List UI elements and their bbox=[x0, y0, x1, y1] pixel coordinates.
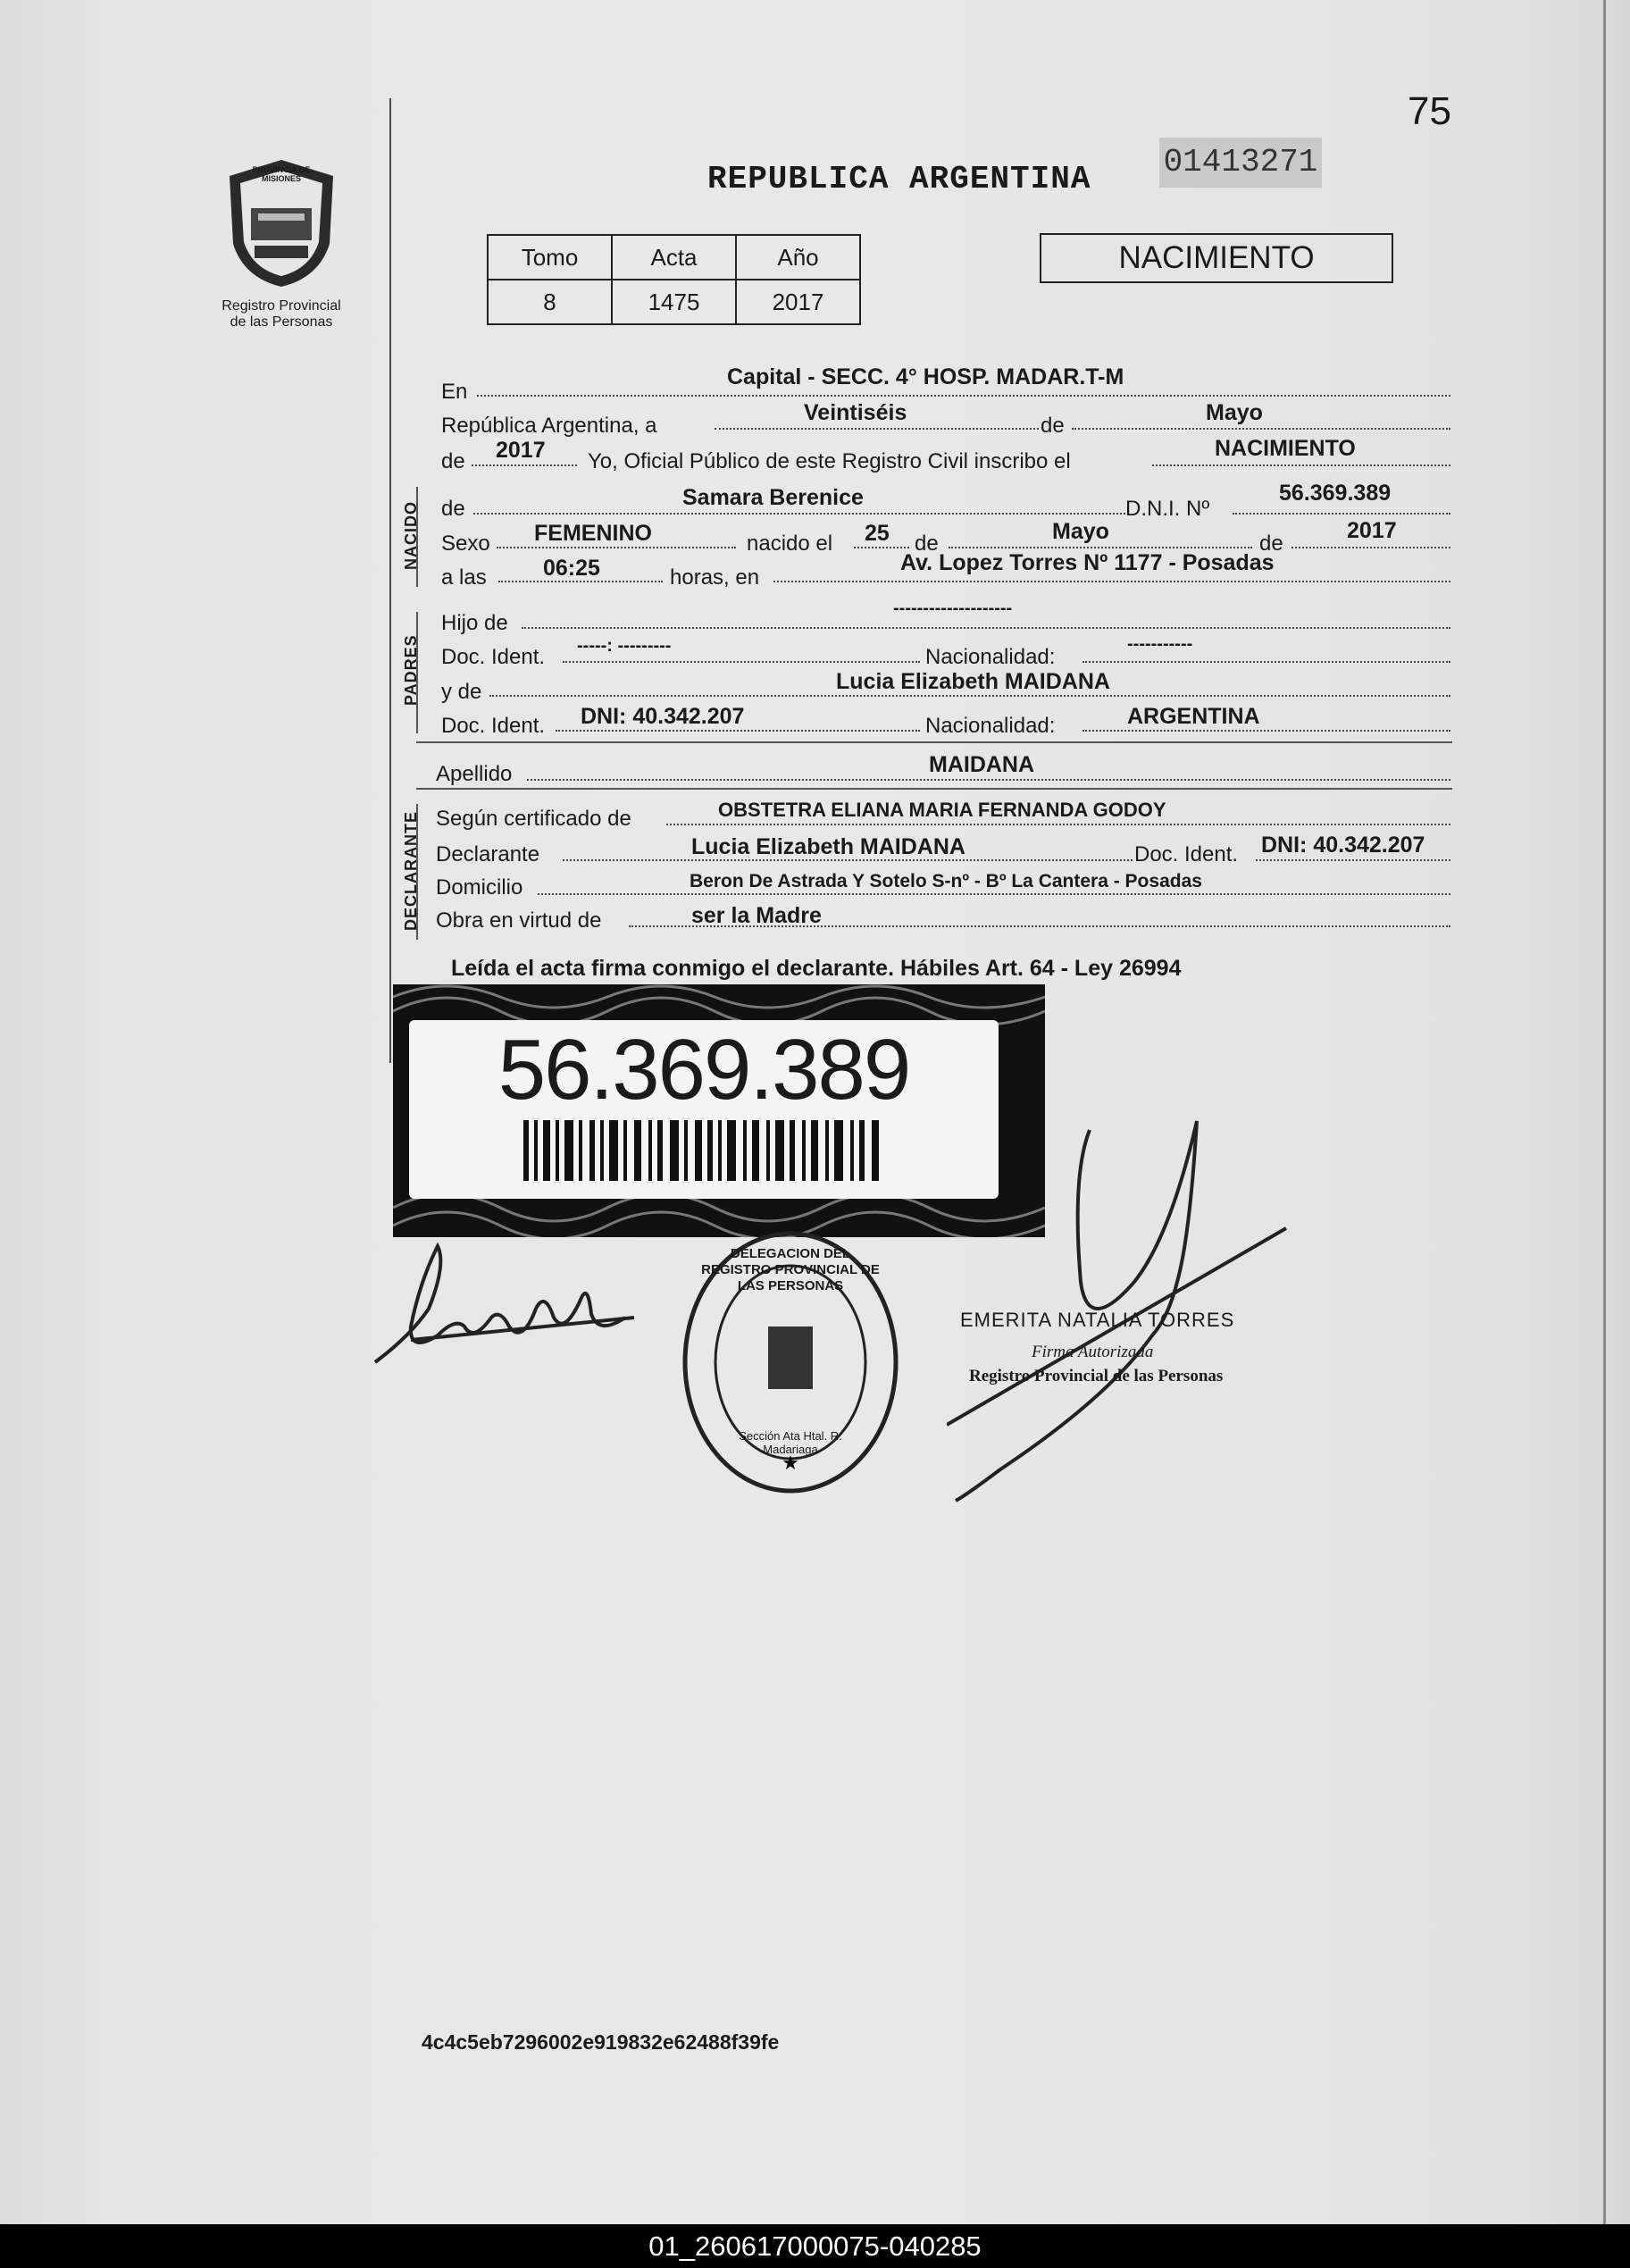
section-nacido: NACIDO bbox=[402, 501, 420, 570]
year: 2017 bbox=[496, 438, 546, 463]
page-number: 75 bbox=[1408, 89, 1451, 133]
child-dni: 56.369.389 bbox=[1279, 481, 1392, 506]
de-label: de bbox=[441, 497, 465, 521]
declarant-signature-icon bbox=[357, 1228, 652, 1371]
en-label: En bbox=[441, 380, 468, 404]
birth-month: Mayo bbox=[1052, 519, 1109, 544]
seal-caption-line2: de las Personas bbox=[230, 314, 333, 330]
de-label: de bbox=[915, 531, 939, 556]
dom-label: Domicilio bbox=[436, 875, 523, 900]
country-title: REPUBLICA ARGENTINA bbox=[707, 161, 1091, 197]
table-header: Tomo bbox=[488, 235, 612, 280]
nac-label: Nacionalidad: bbox=[925, 714, 1056, 738]
section-padres: PADRES bbox=[402, 634, 420, 706]
svg-text:★: ★ bbox=[782, 1452, 799, 1475]
table-cell: 2017 bbox=[736, 280, 860, 324]
month: Mayo bbox=[1206, 400, 1263, 425]
table-cell: 1475 bbox=[612, 280, 736, 324]
decl-label: Declarante bbox=[436, 842, 540, 866]
page-edge bbox=[1603, 0, 1606, 2224]
father-name: -------------------- bbox=[893, 598, 1013, 618]
doc-label: Doc. Ident. bbox=[441, 645, 546, 669]
birth-place: Av. Lopez Torres Nº 1177 - Posadas bbox=[900, 550, 1275, 575]
decl-doc: DNI: 40.342.207 bbox=[1261, 833, 1425, 858]
officer-name: EMERITA NATALIA TORRES bbox=[960, 1309, 1235, 1331]
margin-line bbox=[389, 98, 391, 1063]
seal-caption-line1: Registro Provincial bbox=[222, 298, 341, 314]
table-header: Acta bbox=[612, 235, 736, 280]
doc-label: Doc. Ident. bbox=[441, 714, 546, 738]
horas-label: horas, en bbox=[670, 565, 760, 590]
dom-value: Beron De Astrada Y Sotelo S-nº - Bº La Cantera - Posadas bbox=[690, 871, 1202, 891]
sexo-value: FEMENINO bbox=[534, 521, 652, 546]
birth-day: 25 bbox=[865, 521, 890, 546]
birth-year: 2017 bbox=[1347, 518, 1397, 543]
decl-value: Lucia Elizabeth MAIDANA bbox=[691, 834, 965, 859]
father-nationality: ----------- bbox=[1127, 634, 1193, 654]
record-type-box: NACIMIENTO bbox=[1040, 233, 1393, 283]
alas-label: a las bbox=[441, 565, 487, 590]
hijo-label: Hijo de bbox=[441, 611, 508, 635]
obra-label: Obra en virtud de bbox=[436, 908, 602, 933]
seal-text: PROVINCIA DE MISIONES bbox=[252, 165, 311, 183]
doc-label: Doc. Ident. bbox=[1134, 842, 1239, 866]
de-label: de bbox=[1041, 414, 1065, 438]
document-hash: 4c4c5eb7296002e919832e62488f39fe bbox=[422, 2030, 780, 2054]
de-label: de bbox=[1259, 531, 1283, 556]
sexo-label: Sexo bbox=[441, 531, 490, 556]
obra-value: ser la Madre bbox=[691, 903, 822, 928]
child-name: Samara Berenice bbox=[682, 485, 864, 510]
serial-number: 01413271 bbox=[1159, 138, 1322, 188]
apellido-value: MAIDANA bbox=[929, 752, 1035, 777]
nacido-label: nacido el bbox=[747, 531, 833, 556]
oficial-text: Yo, Oficial Público de este Registro Civil inscribo el bbox=[588, 449, 1071, 473]
mother-name: Lucia Elizabeth MAIDANA bbox=[836, 669, 1110, 694]
inscribo-value: NACIMIENTO bbox=[1215, 436, 1356, 461]
seal-caption bbox=[201, 298, 362, 331]
footer-id-bar: 01_260617000075-040285 bbox=[0, 2224, 1630, 2268]
stamp-outer-text: DELEGACION DEL REGISTRO PROVINCIAL DE LAS PERSONAS bbox=[701, 1246, 880, 1293]
stamp-number: 56.369.389 bbox=[497, 1022, 910, 1117]
mother-nationality: ARGENTINA bbox=[1127, 704, 1260, 729]
father-doc: -----: --------- bbox=[577, 636, 672, 656]
officer-org: Registro Provincial de las Personas bbox=[969, 1367, 1224, 1385]
en-value: Capital - SECC. 4° HOSP. MADAR.T-M bbox=[727, 364, 1124, 389]
yde-label: y de bbox=[441, 680, 482, 704]
tomo-acta-ano-table bbox=[487, 234, 861, 325]
table-header: Año bbox=[736, 235, 860, 280]
apellido-label: Apellido bbox=[436, 762, 513, 786]
day-words: Veintiséis bbox=[804, 400, 907, 425]
officer-role: Firma Autorizada bbox=[1032, 1343, 1154, 1361]
cert-value: OBSTETRA ELIANA MARIA FERNANDA GODOY bbox=[718, 799, 1166, 821]
dni-label: D.N.I. Nº bbox=[1125, 497, 1210, 521]
birth-time: 06:25 bbox=[543, 556, 600, 581]
de-label: de bbox=[441, 449, 465, 473]
section-declarante: DECLARANTE bbox=[402, 811, 420, 931]
republica-label: República Argentina, a bbox=[441, 414, 657, 438]
cert-label: Según certificado de bbox=[436, 807, 631, 831]
nac-label: Nacionalidad: bbox=[925, 645, 1056, 669]
mother-doc: DNI: 40.342.207 bbox=[581, 704, 745, 729]
stamp-inner-text: Sección Ata Htal. R. Madariaga bbox=[739, 1429, 842, 1456]
barcode-icon bbox=[523, 1120, 881, 1181]
table-cell: 8 bbox=[488, 280, 612, 324]
closing-text: Leída el acta firma conmigo el declarante. Hábiles Art. 64 - Ley 26994 bbox=[451, 956, 1182, 981]
